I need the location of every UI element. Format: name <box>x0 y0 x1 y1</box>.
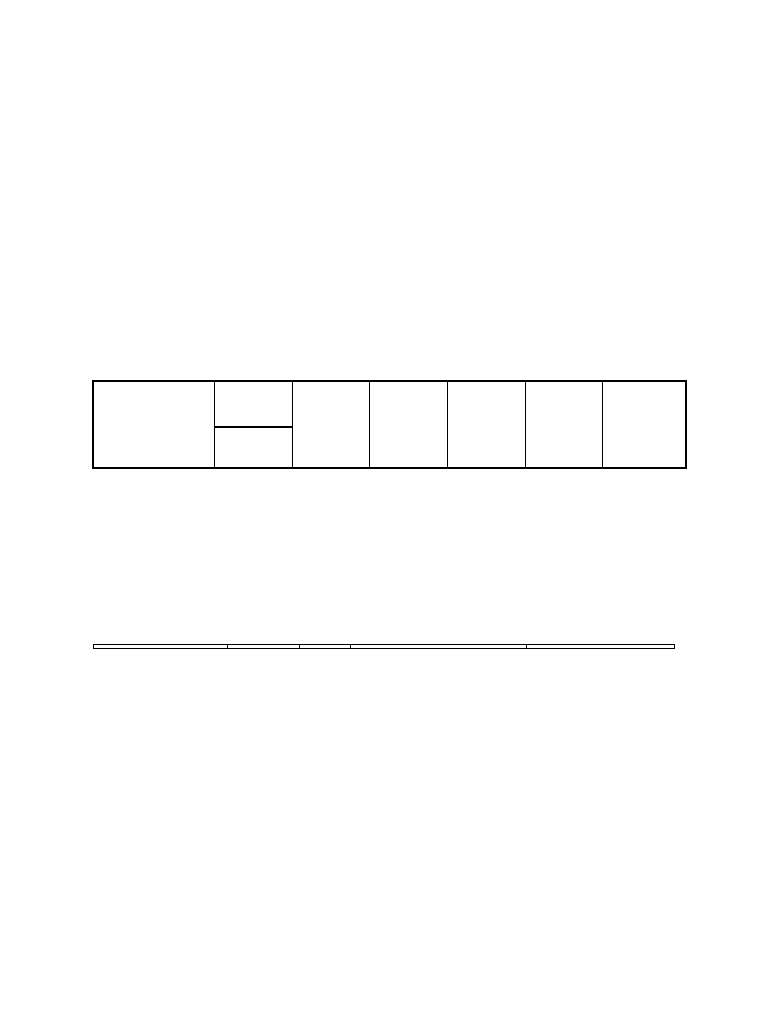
parameter-table <box>93 644 675 649</box>
stats-cell <box>292 427 370 448</box>
statistics-table <box>92 380 687 469</box>
param-header <box>350 645 527 649</box>
stats-row-sublabel <box>146 448 215 469</box>
param-header <box>299 645 350 649</box>
param-header <box>228 645 299 649</box>
stats-cell <box>215 427 293 448</box>
stats-cell <box>215 448 293 469</box>
stats-row <box>93 427 686 448</box>
stats-cell <box>603 448 686 469</box>
stats-row-label <box>93 427 146 448</box>
stats-col-header <box>603 381 686 427</box>
stats-cell <box>370 448 448 469</box>
param-header <box>527 645 675 649</box>
param-header-row <box>94 645 675 649</box>
stats-cell <box>525 448 603 469</box>
stats-col-header <box>370 381 448 427</box>
stats-row <box>93 448 686 469</box>
stats-cell <box>370 427 448 448</box>
stats-cell <box>603 427 686 448</box>
stats-cell <box>292 448 370 469</box>
stats-cell <box>447 448 525 469</box>
stats-corner <box>93 381 215 427</box>
stats-col-header <box>215 408 293 427</box>
stats-col-header <box>292 381 370 427</box>
stats-row-label <box>93 448 146 469</box>
question-heading <box>118 109 140 127</box>
stats-group-header <box>215 381 293 408</box>
stats-cell <box>525 427 603 448</box>
stats-row-sublabel <box>146 427 215 448</box>
stats-col-header <box>525 381 603 427</box>
stats-cell <box>447 427 525 448</box>
param-header <box>94 645 228 649</box>
stats-col-header <box>447 381 525 427</box>
